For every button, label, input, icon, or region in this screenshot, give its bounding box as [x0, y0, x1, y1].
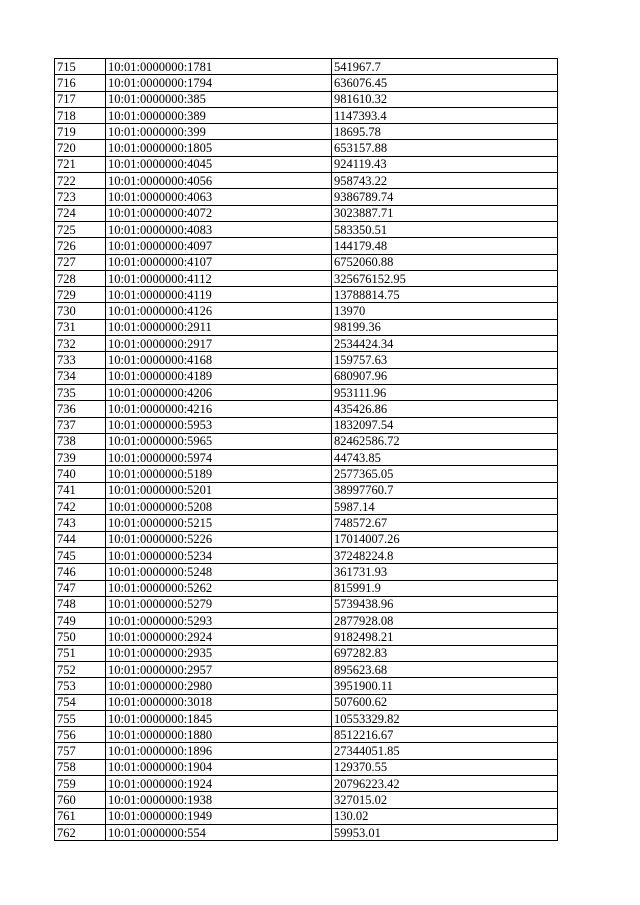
value-cell: 680907.96 [332, 368, 558, 384]
row-number-cell: 719 [55, 124, 106, 140]
row-number-cell: 754 [55, 694, 106, 710]
table-row [55, 238, 558, 254]
table-row [55, 792, 558, 808]
cadastral-number-cell: 10:01:0000000:1949 [106, 808, 332, 824]
table-row [55, 91, 558, 107]
cadastral-number-cell: 10:01:0000000:5234 [106, 547, 332, 563]
value-cell: 9182498.21 [332, 629, 558, 645]
row-number-cell: 751 [55, 645, 106, 661]
value-cell: 697282.83 [332, 645, 558, 661]
value-cell: 815991.9 [332, 580, 558, 596]
table-row [55, 417, 558, 433]
row-number-cell: 749 [55, 613, 106, 629]
value-cell: 1832097.54 [332, 417, 558, 433]
cadastral-number-cell: 10:01:0000000:2935 [106, 645, 332, 661]
cadastral-number-cell: 10:01:0000000:5974 [106, 450, 332, 466]
cadastral-number-cell: 10:01:0000000:5965 [106, 433, 332, 449]
table-row [55, 303, 558, 319]
value-cell: 5739438.96 [332, 596, 558, 612]
cadastral-number-cell: 10:01:0000000:5215 [106, 515, 332, 531]
table-row [55, 336, 558, 352]
row-number-cell: 727 [55, 254, 106, 270]
value-cell: 748572.67 [332, 515, 558, 531]
row-number-cell: 744 [55, 531, 106, 547]
row-number-cell: 758 [55, 759, 106, 775]
table-row [55, 107, 558, 123]
cadastral-number-cell: 10:01:0000000:1924 [106, 776, 332, 792]
cadastral-number-cell: 10:01:0000000:5248 [106, 564, 332, 580]
table-row [55, 727, 558, 743]
row-number-cell: 756 [55, 727, 106, 743]
row-number-cell: 733 [55, 352, 106, 368]
cadastral-number-cell: 10:01:0000000:5953 [106, 417, 332, 433]
value-cell: 327015.02 [332, 792, 558, 808]
table-row [55, 140, 558, 156]
value-cell: 958743.22 [332, 173, 558, 189]
value-cell: 98199.36 [332, 319, 558, 335]
cadastral-number-cell: 10:01:0000000:4119 [106, 287, 332, 303]
row-number-cell: 721 [55, 156, 106, 172]
table-row [55, 173, 558, 189]
table-row [55, 759, 558, 775]
row-number-cell: 717 [55, 91, 106, 107]
table-row [55, 75, 558, 91]
table-row [55, 270, 558, 286]
cadastral-number-cell: 10:01:0000000:1880 [106, 727, 332, 743]
row-number-cell: 747 [55, 580, 106, 596]
cadastral-number-cell: 10:01:0000000:4107 [106, 254, 332, 270]
table-row [55, 156, 558, 172]
value-cell: 27344051.85 [332, 743, 558, 759]
row-number-cell: 738 [55, 433, 106, 449]
table-row [55, 189, 558, 205]
row-number-cell: 718 [55, 107, 106, 123]
table-row [55, 776, 558, 792]
table-row [55, 221, 558, 237]
value-cell: 507600.62 [332, 694, 558, 710]
value-cell: 82462586.72 [332, 433, 558, 449]
cadastral-number-cell: 10:01:0000000:1938 [106, 792, 332, 808]
value-cell: 981610.32 [332, 91, 558, 107]
row-number-cell: 720 [55, 140, 106, 156]
cadastral-number-cell: 10:01:0000000:2924 [106, 629, 332, 645]
cadastral-number-cell: 10:01:0000000:4189 [106, 368, 332, 384]
cadastral-number-cell: 10:01:0000000:385 [106, 91, 332, 107]
row-number-cell: 748 [55, 596, 106, 612]
cadastral-number-cell: 10:01:0000000:4063 [106, 189, 332, 205]
row-number-cell: 730 [55, 303, 106, 319]
cadastral-number-cell: 10:01:0000000:4126 [106, 303, 332, 319]
row-number-cell: 745 [55, 547, 106, 563]
cadastral-number-cell: 10:01:0000000:399 [106, 124, 332, 140]
value-cell: 583350.51 [332, 221, 558, 237]
table-row [55, 547, 558, 563]
table-row [55, 499, 558, 515]
value-cell: 2534424.34 [332, 336, 558, 352]
row-number-cell: 753 [55, 678, 106, 694]
table-row [55, 596, 558, 612]
cadastral-number-cell: 10:01:0000000:4045 [106, 156, 332, 172]
cadastral-number-cell: 10:01:0000000:3018 [106, 694, 332, 710]
cadastral-number-cell: 10:01:0000000:2980 [106, 678, 332, 694]
cadastral-number-cell: 10:01:0000000:1845 [106, 710, 332, 726]
cadastral-number-cell: 10:01:0000000:5279 [106, 596, 332, 612]
cadastral-number-cell: 10:01:0000000:5189 [106, 466, 332, 482]
table-row [55, 694, 558, 710]
table-row [55, 531, 558, 547]
value-cell: 895623.68 [332, 661, 558, 677]
value-cell: 541967.7 [332, 59, 558, 75]
row-number-cell: 735 [55, 384, 106, 400]
row-number-cell: 722 [55, 173, 106, 189]
row-number-cell: 752 [55, 661, 106, 677]
value-cell: 20796223.42 [332, 776, 558, 792]
value-cell: 953111.96 [332, 384, 558, 400]
table-row [55, 564, 558, 580]
value-cell: 2577365.05 [332, 466, 558, 482]
row-number-cell: 726 [55, 238, 106, 254]
value-cell: 129370.55 [332, 759, 558, 775]
value-cell: 435426.86 [332, 401, 558, 417]
table-row [55, 743, 558, 759]
value-cell: 17014007.26 [332, 531, 558, 547]
row-number-cell: 760 [55, 792, 106, 808]
row-number-cell: 750 [55, 629, 106, 645]
row-number-cell: 737 [55, 417, 106, 433]
row-number-cell: 728 [55, 270, 106, 286]
value-cell: 8512216.67 [332, 727, 558, 743]
value-cell: 144179.48 [332, 238, 558, 254]
table-row [55, 401, 558, 417]
cadastral-number-cell: 10:01:0000000:4072 [106, 205, 332, 221]
cadastral-number-cell: 10:01:0000000:4083 [106, 221, 332, 237]
cadastral-number-cell: 10:01:0000000:4216 [106, 401, 332, 417]
row-number-cell: 732 [55, 336, 106, 352]
value-cell: 5987.14 [332, 499, 558, 515]
table-row [55, 482, 558, 498]
row-number-cell: 731 [55, 319, 106, 335]
cadastral-number-cell: 10:01:0000000:4168 [106, 352, 332, 368]
table-row [55, 433, 558, 449]
table-row [55, 466, 558, 482]
value-cell: 3951900.11 [332, 678, 558, 694]
cadastral-number-cell: 10:01:0000000:389 [106, 107, 332, 123]
table-row [55, 384, 558, 400]
row-number-cell: 725 [55, 221, 106, 237]
table-row [55, 645, 558, 661]
value-cell: 3023887.71 [332, 205, 558, 221]
cadastral-number-cell: 10:01:0000000:1896 [106, 743, 332, 759]
value-cell: 325676152.95 [332, 270, 558, 286]
table-row [55, 678, 558, 694]
table-row [55, 580, 558, 596]
table-row [55, 824, 558, 840]
value-cell: 13970 [332, 303, 558, 319]
value-cell: 13788814.75 [332, 287, 558, 303]
table-row [55, 661, 558, 677]
table-row [55, 352, 558, 368]
cadastral-number-cell: 10:01:0000000:4097 [106, 238, 332, 254]
row-number-cell: 742 [55, 499, 106, 515]
row-number-cell: 740 [55, 466, 106, 482]
row-number-cell: 724 [55, 205, 106, 221]
row-number-cell: 762 [55, 824, 106, 840]
row-number-cell: 741 [55, 482, 106, 498]
row-number-cell: 755 [55, 710, 106, 726]
table-row [55, 205, 558, 221]
table-row [55, 710, 558, 726]
row-number-cell: 716 [55, 75, 106, 91]
table-row [55, 368, 558, 384]
cadastral-number-cell: 10:01:0000000:2911 [106, 319, 332, 335]
cadastral-number-cell: 10:01:0000000:1794 [106, 75, 332, 91]
table-body [55, 59, 558, 841]
row-number-cell: 729 [55, 287, 106, 303]
row-number-cell: 761 [55, 808, 106, 824]
table-row [55, 287, 558, 303]
row-number-cell: 736 [55, 401, 106, 417]
cadastral-number-cell: 10:01:0000000:4112 [106, 270, 332, 286]
row-number-cell: 734 [55, 368, 106, 384]
cadastral-number-cell: 10:01:0000000:2917 [106, 336, 332, 352]
value-cell: 38997760.7 [332, 482, 558, 498]
value-cell: 1147393.4 [332, 107, 558, 123]
table-row [55, 450, 558, 466]
table-row [55, 124, 558, 140]
row-number-cell: 746 [55, 564, 106, 580]
cadastral-number-cell: 10:01:0000000:5201 [106, 482, 332, 498]
row-number-cell: 739 [55, 450, 106, 466]
row-number-cell: 743 [55, 515, 106, 531]
cadastral-number-cell: 10:01:0000000:554 [106, 824, 332, 840]
value-cell: 924119.43 [332, 156, 558, 172]
cadastral-number-cell: 10:01:0000000:1805 [106, 140, 332, 156]
table-row [55, 629, 558, 645]
table-row [55, 319, 558, 335]
value-cell: 44743.85 [332, 450, 558, 466]
cadastral-number-cell: 10:01:0000000:1781 [106, 59, 332, 75]
data-table [54, 58, 558, 841]
table-row [55, 808, 558, 824]
cadastral-number-cell: 10:01:0000000:1904 [106, 759, 332, 775]
value-cell: 130.02 [332, 808, 558, 824]
cadastral-number-cell: 10:01:0000000:5262 [106, 580, 332, 596]
cadastral-number-cell: 10:01:0000000:5208 [106, 499, 332, 515]
value-cell: 59953.01 [332, 824, 558, 840]
cadastral-number-cell: 10:01:0000000:4206 [106, 384, 332, 400]
cadastral-number-cell: 10:01:0000000:4056 [106, 173, 332, 189]
value-cell: 653157.88 [332, 140, 558, 156]
table-row [55, 613, 558, 629]
value-cell: 636076.45 [332, 75, 558, 91]
cadastral-number-cell: 10:01:0000000:2957 [106, 661, 332, 677]
value-cell: 159757.63 [332, 352, 558, 368]
table-row [55, 254, 558, 270]
cadastral-number-cell: 10:01:0000000:5293 [106, 613, 332, 629]
value-cell: 37248224.8 [332, 547, 558, 563]
value-cell: 10553329.82 [332, 710, 558, 726]
value-cell: 361731.93 [332, 564, 558, 580]
table-row [55, 515, 558, 531]
value-cell: 6752060.88 [332, 254, 558, 270]
row-number-cell: 759 [55, 776, 106, 792]
value-cell: 18695.78 [332, 124, 558, 140]
row-number-cell: 757 [55, 743, 106, 759]
row-number-cell: 723 [55, 189, 106, 205]
value-cell: 2877928.08 [332, 613, 558, 629]
value-cell: 9386789.74 [332, 189, 558, 205]
row-number-cell: 715 [55, 59, 106, 75]
table-row [55, 59, 558, 75]
cadastral-number-cell: 10:01:0000000:5226 [106, 531, 332, 547]
